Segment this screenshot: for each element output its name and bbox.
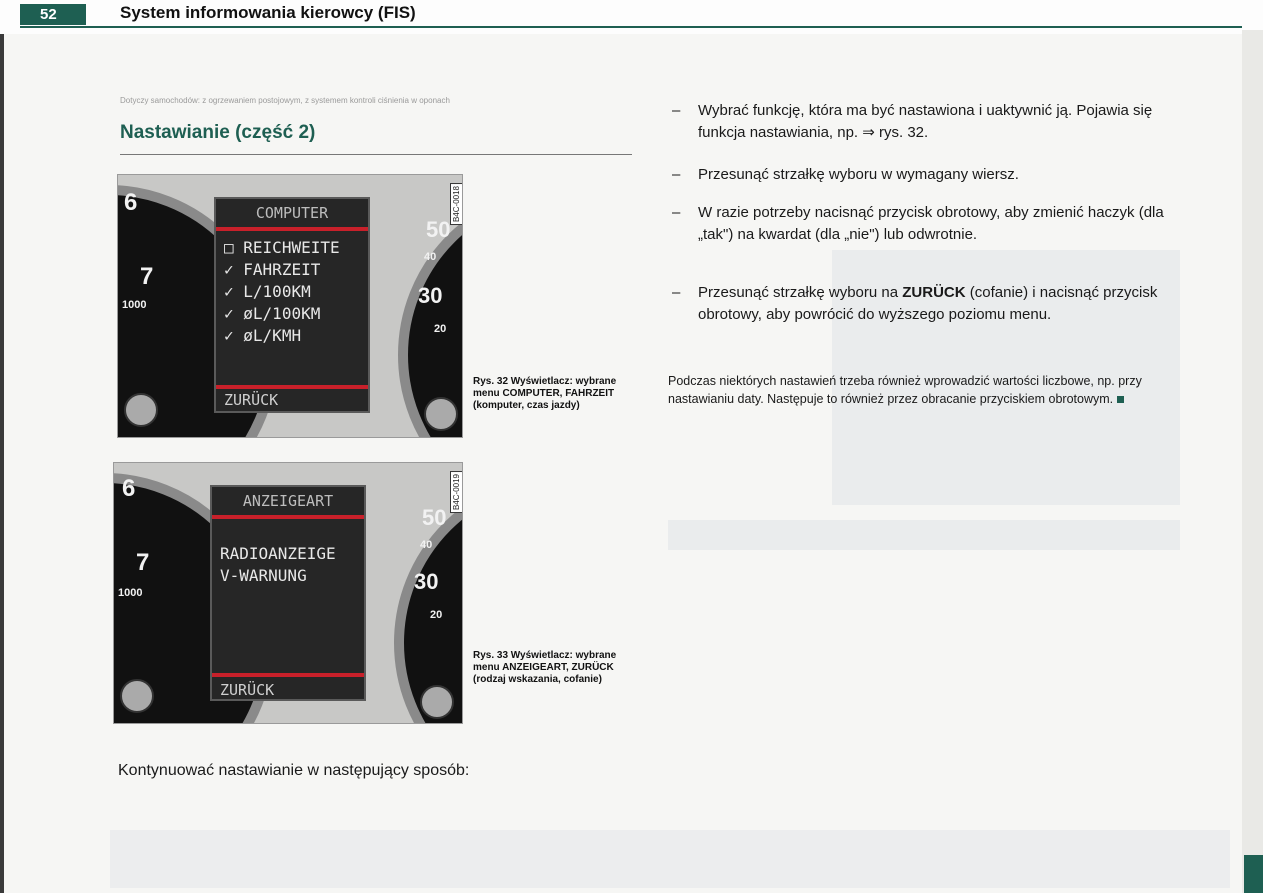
page-right-edge — [1242, 30, 1263, 893]
menu-row-radioanzeige: RADIOANZEIGE — [220, 544, 336, 563]
figure-32 — [117, 174, 463, 438]
figure-code: B4C-0019 — [450, 471, 463, 513]
row-mark: ✓ — [224, 282, 234, 301]
row-label: øL/100KM — [243, 304, 321, 323]
gauge-label: 6 — [124, 189, 138, 216]
step-dash: – — [672, 204, 681, 221]
applies-note: Dotyczy samochodów: z ogrzewaniem postojowym, z systemem kontroli ciśnienia w oponach — [120, 96, 450, 105]
figure-code: B4C-0018 — [450, 183, 463, 225]
section-rule — [120, 154, 632, 155]
header-rule — [20, 26, 1242, 28]
menu-row-reichweite — [224, 237, 340, 259]
row-mark: ✓ — [224, 260, 234, 279]
gauge-label: 1000 — [118, 587, 143, 599]
control-knob — [120, 679, 154, 713]
page-left-edge — [0, 0, 4, 893]
end-of-section-mark — [1117, 396, 1124, 403]
screen-divider — [212, 515, 364, 519]
step-dash: – — [672, 166, 681, 183]
row-label: REICHWEITE — [243, 238, 340, 257]
gauge-label: 40 — [420, 539, 433, 551]
step-item — [672, 100, 1182, 144]
gauge-label: 30 — [414, 569, 439, 594]
step-dash: – — [672, 102, 681, 119]
figure-33-caption: Rys. 33 Wyświetlacz: wybrane menu ANZEIGEART, ZURÜCK (rodzaj wskazania, cofanie) — [473, 650, 617, 685]
header-title: System informowania kierowcy (FIS) — [120, 3, 416, 22]
page-number: 52 — [20, 4, 86, 25]
fis-display — [214, 197, 370, 413]
step-bold-term: ZURÜCK — [902, 284, 966, 301]
row-label: øL/KMH — [243, 326, 302, 345]
screen-divider — [212, 673, 364, 677]
gauge-label: 7 — [136, 549, 150, 576]
bleed-through-panel — [668, 520, 1180, 550]
gauge-label: 50 — [426, 217, 451, 242]
gauge-label: 30 — [418, 283, 443, 308]
gauge-label: 20 — [434, 323, 447, 335]
bleed-through-footer — [110, 830, 1230, 888]
menu-row-avg-l100km — [224, 303, 320, 325]
gauge-label: 40 — [424, 251, 437, 263]
gauge-label: 20 — [430, 609, 443, 621]
control-knob — [424, 397, 458, 431]
continue-instruction: Kontynuować nastawianie w następujący sposób: — [118, 762, 470, 779]
step-dash: – — [672, 284, 681, 301]
step-item — [672, 164, 1182, 186]
row-mark: □ — [224, 238, 234, 257]
figure-33 — [113, 462, 463, 724]
row-label: L/100KM — [243, 282, 311, 301]
step-text-part: Przesunąć strzałkę wyboru na — [698, 284, 903, 301]
menu-row-v-warnung: V-WARNUNG — [220, 566, 307, 585]
step-item — [672, 202, 1182, 246]
fis-display — [210, 485, 366, 701]
menu-row-avg-kmh — [224, 325, 301, 347]
figure-32-caption: Rys. 32 Wyświetlacz: wybrane menu COMPUTER, FAHRZEIT (komputer, czas jazdy) — [473, 376, 617, 411]
control-knob — [420, 685, 454, 719]
screen-divider — [216, 385, 368, 389]
screen-footer: ZURÜCK — [224, 391, 279, 409]
chapter-tab — [1244, 855, 1263, 893]
gauge-label: 1000 — [122, 299, 147, 311]
screen-title: COMPUTER — [255, 204, 329, 222]
row-mark: ✓ — [224, 304, 234, 323]
note-paragraph — [668, 372, 1180, 408]
menu-row-l100km — [224, 281, 311, 303]
gauge-label: 50 — [422, 505, 447, 530]
gauge-label: 7 — [140, 263, 154, 290]
section-title: Nastawianie (część 2) — [120, 122, 316, 143]
screen-title: ANZEIGEART — [242, 492, 334, 510]
row-label: FAHRZEIT — [243, 260, 321, 279]
step-text — [672, 282, 1182, 326]
row-mark: ✓ — [224, 326, 234, 345]
screen-footer: ZURÜCK — [220, 681, 275, 699]
control-knob — [124, 393, 158, 427]
note-text: Podczas niektórych nastawień trzeba również wprowadzić wartości liczbowe, np. przy nastawianiu daty. Następuje to również przez obracanie przyciskiem obrotowym. — [668, 374, 1142, 406]
step-text: Wybrać funkcję, która ma być nastawiona i uaktywnić ją. Pojawia się funkcja nastawiania, np. ⇒ rys. 32. — [698, 102, 1153, 141]
screen-divider — [216, 227, 368, 231]
step-text: W razie potrzeby nacisnąć przycisk obrotowy, aby zmienić haczyk (dla „tak") na kwardat (dla „nie") lub odwrotnie. — [698, 204, 1164, 243]
step-text-part: (cofanie) i nacisnąć przycisk obrotowy, aby powrócić do wyższego poziomu menu. — [698, 284, 1158, 323]
step-text: Przesunąć strzałkę wyboru w wymagany wiersz. — [698, 166, 1019, 183]
step-item — [672, 282, 1182, 326]
gauge-label: 6 — [122, 475, 136, 502]
menu-row-fahrzeit — [224, 259, 320, 281]
